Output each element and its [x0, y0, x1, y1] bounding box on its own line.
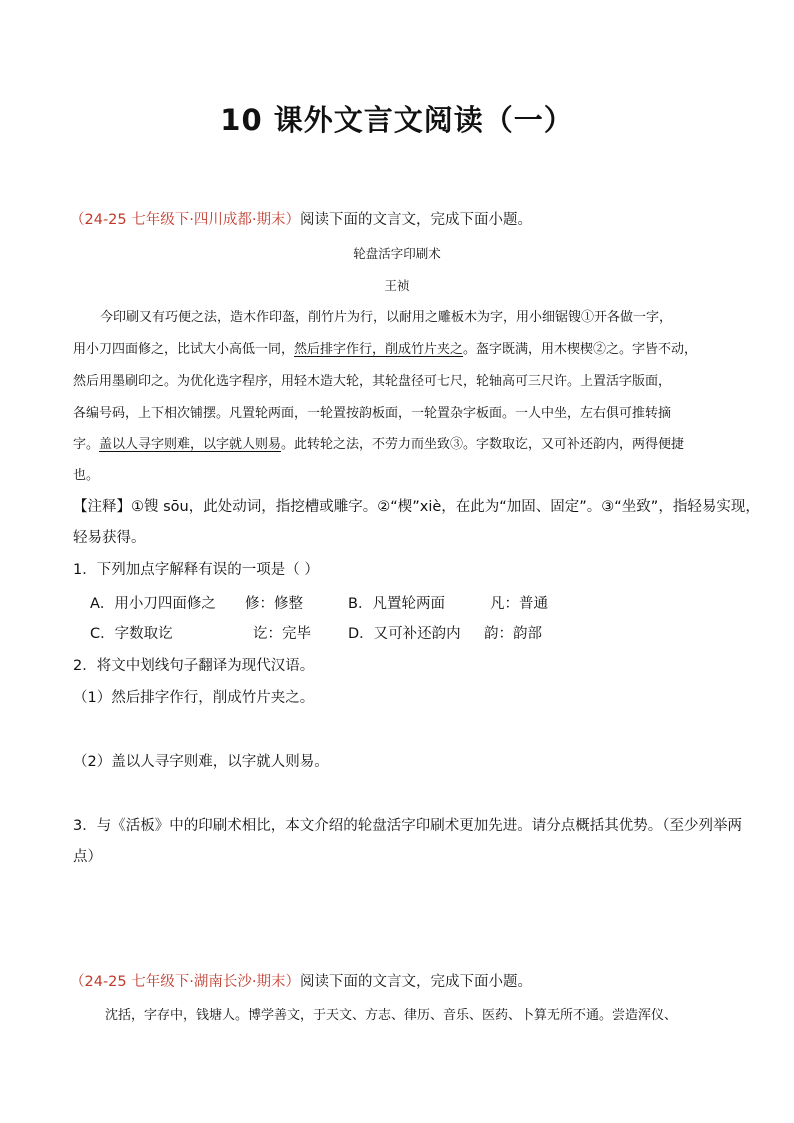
question-2: 2．将文中划线句子翻译为现代汉语。 [73, 658, 315, 674]
underlined-sentence-2: 盖以人寻字则难，以字就人则易 [99, 437, 282, 452]
page-title: 10 课外文言文阅读（一） [220, 103, 574, 137]
option-c-label: C．字数取讫 [90, 626, 173, 642]
question-header-2 [70, 972, 532, 992]
question-header-1 [70, 210, 532, 230]
source-tag: （24-25 七年级下·四川成都·期末） [70, 212, 300, 228]
source-tag: （24-25 七年级下·湖南长沙·期末） [70, 974, 300, 990]
passage-line: 也。 [73, 468, 100, 483]
passage-author: 王祯 [384, 278, 410, 293]
passage-title: 轮盘活字印刷术 [353, 246, 441, 261]
instruction-text: 阅读下面的文言文，完成下面小题。 [299, 974, 532, 990]
passage-line: 然后用墨刷印之。为优化选字程序，用轻木造大轮，其轮盘径可七尺，轮轴高可三尺许。上置活字版面， [73, 374, 672, 389]
option-b-meaning: 凡：普通 [490, 596, 548, 612]
passage-line: 各编号码，上下相次铺摆。凡置轮两面，一轮置按韵板面，一轮置杂字板面。一人中坐，左右俱可推转摘 [73, 406, 672, 421]
passage-line: 用小刀四面修之，比试大小高低一同，然后排字作行，削成竹片夹之。盔字既满，用木楔楔②之。字皆不动， [73, 342, 698, 357]
question-2-sub1: （1）然后排字作行，削成竹片夹之。 [73, 690, 315, 706]
question-2-sub2: （2）盖以人寻字则难，以字就人则易。 [73, 754, 329, 770]
passage-line: 沈括，字存中，钱塘人。博学善文，于天文、方志、律历、音乐、医药、卜算无所不通。尝造浑仪、 [105, 1008, 678, 1023]
option-a-meaning: 修：修整 [245, 596, 303, 612]
option-a-label: A．用小刀四面修之 [90, 596, 216, 612]
option-d-meaning: 韵：韵部 [484, 626, 542, 642]
question-3: 3．与《活板》中的印刷术相比，本文介绍的轮盘活字印刷术更加先进。请分点概括其优势。（至少列举两 [73, 818, 742, 834]
passage-line: 字。盖以人寻字则难，以字就人则易。此转轮之法，不劳力而坐致③。字数取讫，又可补还韵内，两得便捷 [73, 437, 685, 452]
question-3-cont: 点） [73, 849, 102, 865]
option-c-meaning: 讫：完毕 [253, 626, 311, 642]
question-1: 1．下列加点字解释有误的一项是（ ） [73, 562, 319, 578]
underlined-sentence-1: 然后排字作行，削成竹片夹之 [294, 342, 464, 357]
passage-line: 今印刷又有巧便之法，造木作印盔，削竹片为行，以耐用之雕板木为字，用小细锯锼①开各做一字， [100, 310, 673, 325]
annotation-note: 【注释】①锼 sōu，此处动词，指挖槽或雕字。②“楔”xiè，在此为“加固、固定”。③“坐致”，指轻易实现， [73, 499, 760, 515]
option-b-label: B．凡置轮两面 [348, 596, 445, 612]
option-d-label: D．又可补还韵内 [348, 626, 461, 642]
annotation-note-cont: 轻易获得。 [73, 530, 146, 546]
instruction-text: 阅读下面的文言文，完成下面小题。 [299, 212, 532, 228]
